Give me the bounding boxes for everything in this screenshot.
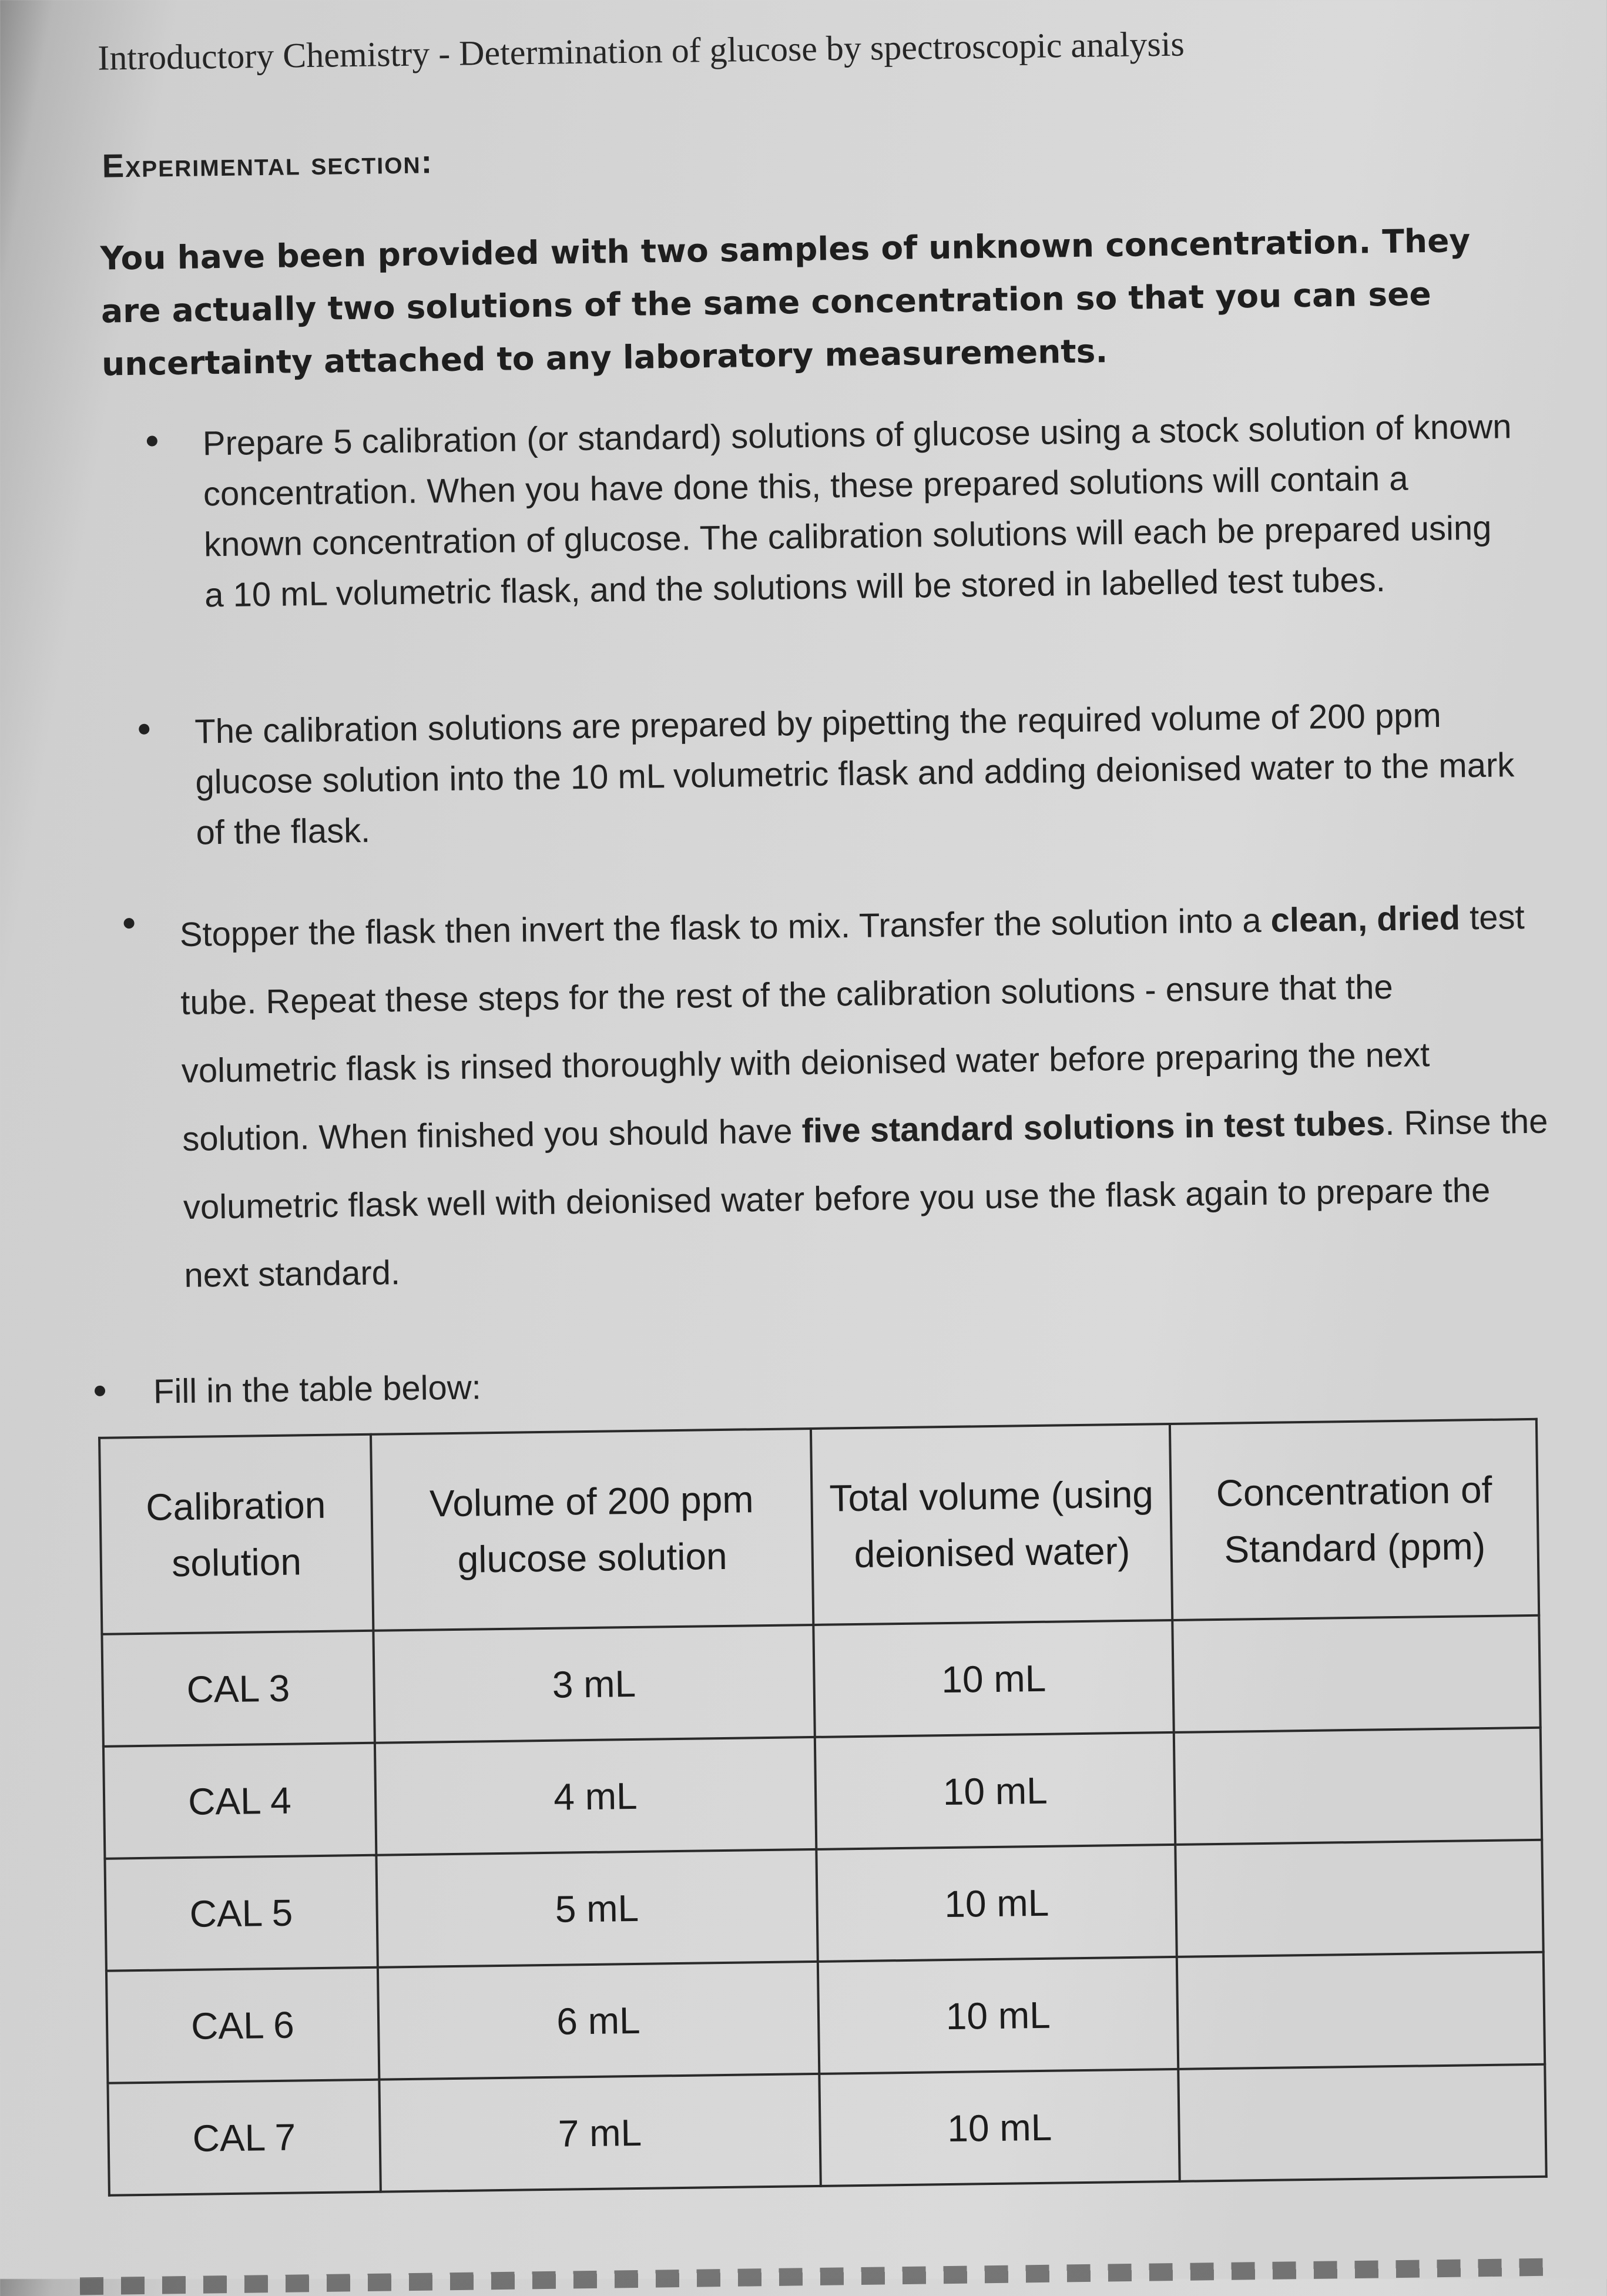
instruction-bullet-2	[194, 689, 1524, 859]
cell-concentration-blank[interactable]	[1179, 2064, 1546, 2181]
instruction-text-part: . Rinse the volumetric flask well with deionised water before you use the flask again to prepare the next standard.	[183, 1102, 1548, 1295]
bullet-icon	[95, 1386, 105, 1396]
cell-calibration: CAL 3	[102, 1631, 374, 1747]
table-row	[102, 1615, 1540, 1747]
cell-calibration: CAL 6	[106, 1967, 379, 2083]
bullet-icon	[139, 724, 149, 735]
instruction-bullet-3	[179, 883, 1554, 1309]
header-volume-glucose: Volume of 200 ppm glucose solution	[371, 1429, 814, 1631]
instruction-text: Fill in the table below:	[153, 1368, 482, 1411]
instruction-bullet-1	[202, 401, 1515, 621]
cell-total-volume: 10 mL	[813, 1620, 1174, 1737]
cell-calibration: CAL 4	[103, 1743, 376, 1859]
bullet-icon	[147, 435, 157, 446]
instruction-text: Prepare 5 calibration (or standard) solutions of glucose using a stock solution of known concentration. When you have done this, these prepared solutions will contain a known concentration of glucose. The calibration solutions will each be prepared using a 10 mL volumetric flask, and the solutions will be stored in labelled test tubes.	[202, 407, 1512, 615]
cell-volume: 5 mL	[376, 1849, 818, 1967]
instruction-text: The calibration solutions are prepared by pipetting the required volume of 200 ppm glucose solution into the 10 mL volumetric flask and adding deionised water to the mark of the flask.	[194, 696, 1515, 852]
cell-concentration-blank[interactable]	[1176, 1840, 1544, 1957]
table-row	[106, 1952, 1545, 2083]
bullet-icon	[123, 918, 134, 929]
instruction-text-part: Stopper the flask then invert the flask to mix. Transfer the solution into a	[179, 901, 1271, 954]
table-row	[103, 1728, 1542, 1859]
header-concentration: Concentration of Standard (ppm)	[1170, 1419, 1539, 1620]
cell-volume: 7 mL	[379, 2074, 821, 2192]
cell-concentration-blank[interactable]	[1174, 1728, 1542, 1845]
header-calibration-solution: Calibration solution	[99, 1434, 373, 1634]
cell-volume: 4 mL	[374, 1737, 816, 1855]
intro-paragraph: You have been provided with two samples of unknown concentration. They are actually two solutions of the same concentration so that you can see uncertainty attached to any laboratory measurements.	[100, 222, 1471, 383]
emphasis-text: clean, dried	[1270, 899, 1461, 940]
page-header: Introductory Chemistry - Determination of glucose by spectroscopic analysis	[97, 24, 1185, 78]
instruction-bullet-4	[153, 1356, 1094, 1416]
cell-total-volume: 10 mL	[816, 1845, 1177, 1962]
cell-total-volume: 10 mL	[815, 1732, 1176, 1849]
table-row	[108, 2064, 1546, 2196]
instruction-text-part: test tube. Repeat these steps for the rest of the calibration solutions - ensure that the volumetric flask is rinsed thoroughly with deionised water before preparing the next solution. When finished you should have	[180, 898, 1525, 1158]
cell-total-volume: 10 mL	[819, 2069, 1180, 2186]
cut-off-text-line	[80, 2258, 1549, 2295]
cell-volume: 6 mL	[377, 1962, 819, 2080]
calibration-table	[98, 1418, 1548, 2197]
cell-concentration-blank[interactable]	[1173, 1615, 1541, 1732]
cell-calibration: CAL 7	[108, 2080, 380, 2196]
cell-concentration-blank[interactable]	[1177, 1952, 1545, 2069]
cell-calibration: CAL 5	[105, 1855, 377, 1971]
table-header-row	[99, 1419, 1539, 1634]
section-title: Experimental section:	[102, 143, 434, 185]
cell-volume: 3 mL	[373, 1625, 815, 1743]
cell-total-volume: 10 mL	[818, 1957, 1179, 2074]
emphasis-text: five standard solutions in test tubes	[801, 1104, 1385, 1151]
header-total-volume: Total volume (using deionised water)	[811, 1424, 1172, 1625]
table-row	[105, 1840, 1543, 1971]
